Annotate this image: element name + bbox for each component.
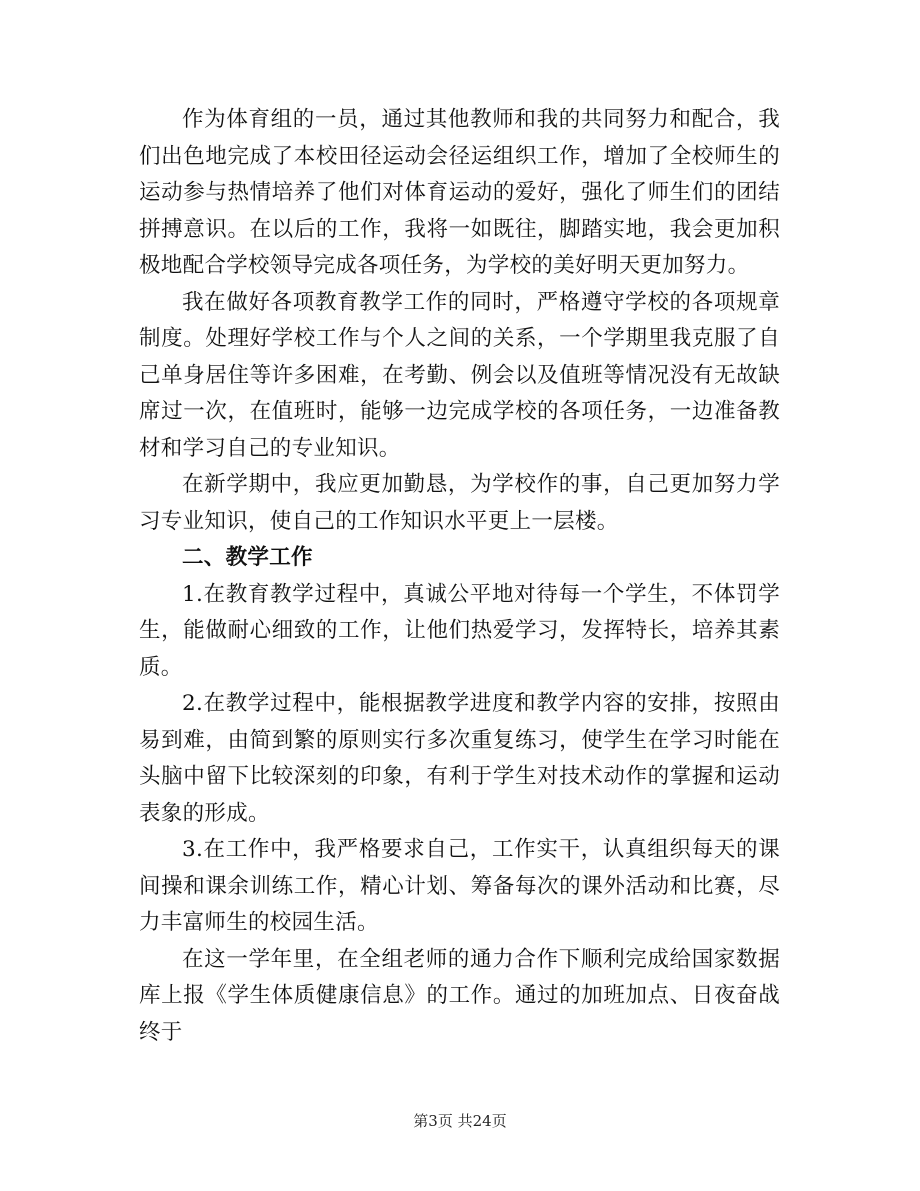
section-heading-teaching: 二、教学工作: [182, 545, 313, 570]
paragraph-3: 在新学期中，我应更加勤恳，为学校作的事，自己更加努力学习专业知识，使自己的工作知识水平更上一层楼。: [139, 472, 780, 534]
list-item-2: 2.在教学过程中，能根据教学进度和教学内容的安排，按照由易到难，由简到繁的原则实行多次重复练习，使学生在学习时能在头脑中留下比较深刻的印象，有利于学生对技术动作的掌握和运动表象的形成。: [139, 691, 780, 826]
document-body: [139, 102, 780, 1051]
list-item-1: 1.在教育教学过程中，真诚公平地对待每一个学生，不体罚学生，能做耐心细致的工作，让他们热爱学习，发挥特长，培养其素质。: [139, 581, 780, 680]
paragraph-2: 我在做好各项教育教学工作的同时，严格遵守学校的各项规章制度。处理好学校工作与个人之间的关系，一个学期里我克服了自己单身居住等许多困难，在考勤、例会以及值班等情况没有无故缺席过一次，在值班时，能够一边完成学校的各项任务，一边准备教材和学习自己的专业知识。: [139, 289, 780, 461]
page-number-footer: 第3页 共24页: [413, 1112, 507, 1130]
paragraph-1: 作为体育组的一员，通过其他教师和我的共同努力和配合，我们出色地完成了本校田径运动会径运组织工作，增加了全校师生的运动参与热情培养了他们对体育运动的爱好，强化了师生们的团结拼搏意识。在以后的工作，我将一如既往，脚踏实地，我会更加积极地配合学校领导完成各项任务，为学校的美好明天更加努力。: [139, 107, 780, 278]
list-item-3: 3.在工作中，我严格要求自己，工作实干，认真组织每天的课间操和课余训练工作，精心计划、筹备每次的课外活动和比赛，尽力丰富师生的校园生活。: [139, 837, 780, 935]
paragraph-final: 在这一学年里，在全组老师的通力合作下顺利完成给国家数据库上报《学生体质健康信息》的工作。通过的加班加点、日夜奋战终于: [139, 946, 780, 1045]
